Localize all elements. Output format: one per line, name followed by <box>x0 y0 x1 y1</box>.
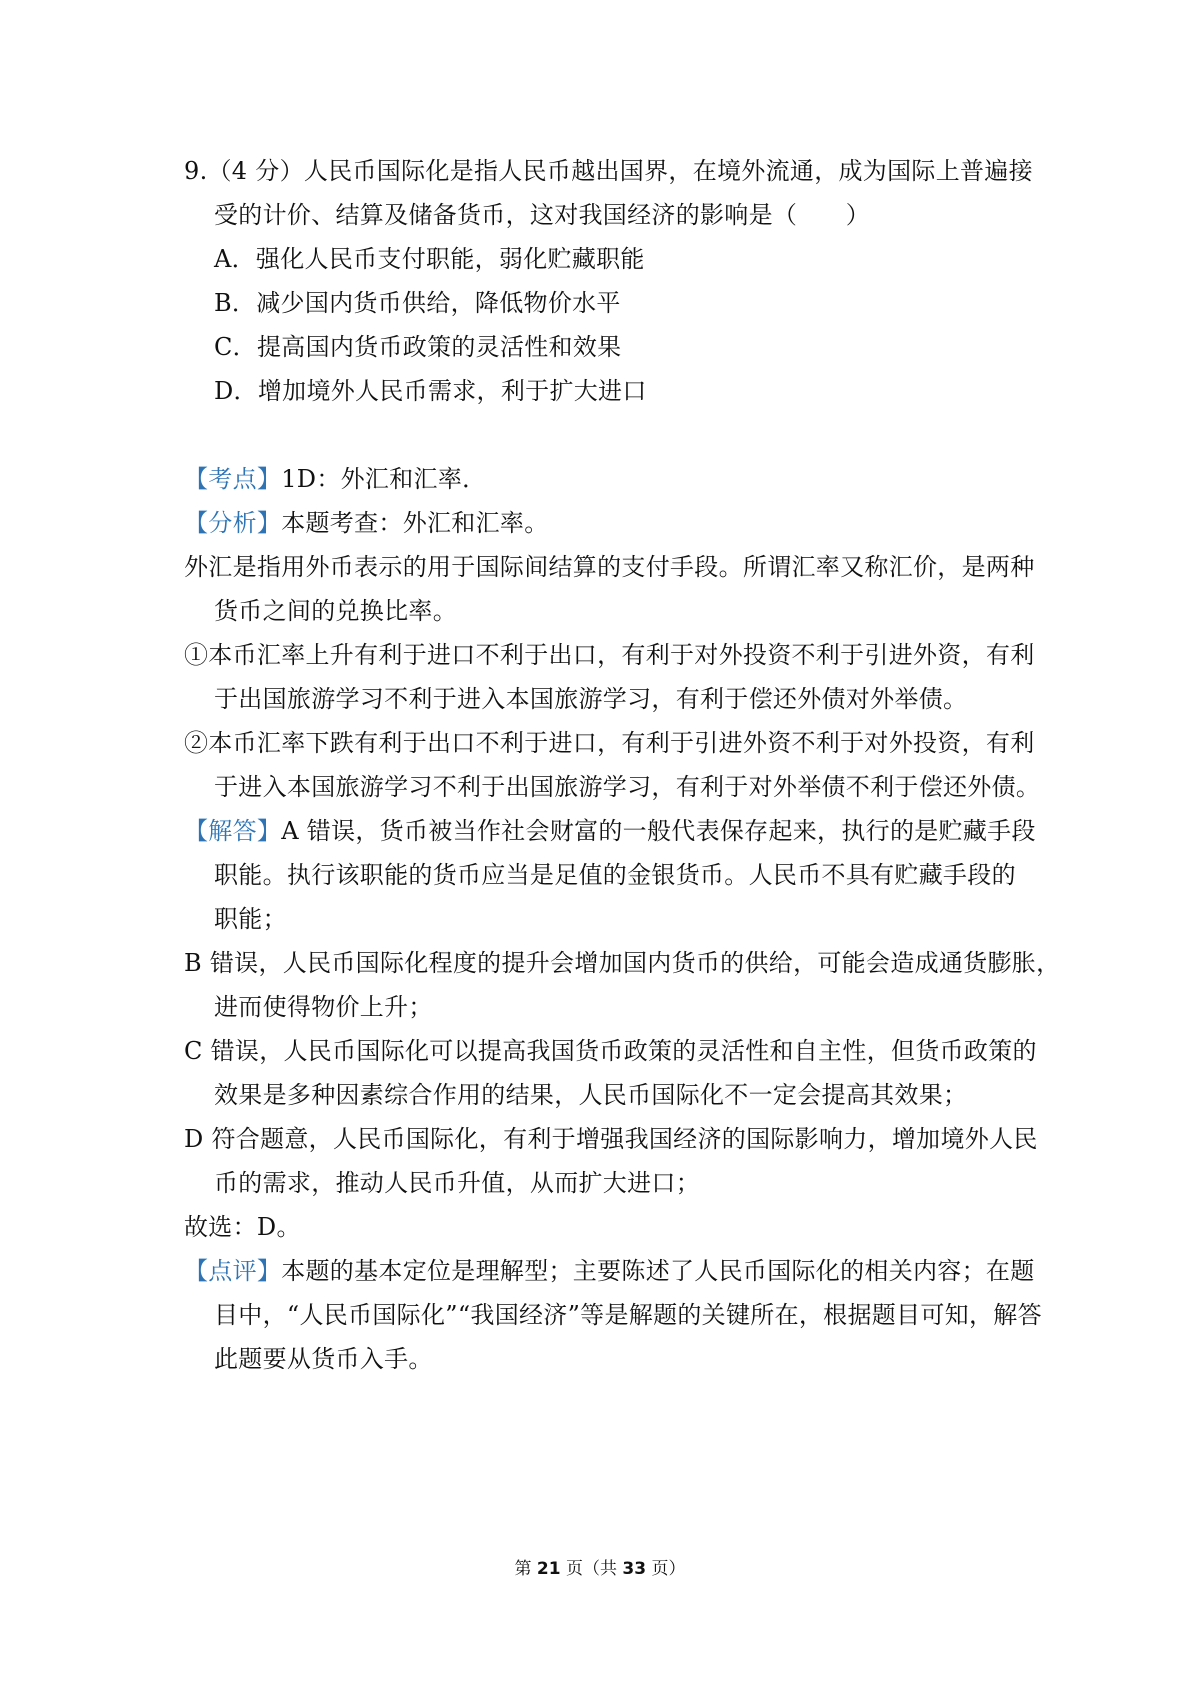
dianping-line-2: 目中，“人民币国际化”“我国经济”等是解题的关键所在，根据题目可知，解答 <box>214 1301 1042 1329</box>
analysis-p1-line-1: 外汇是指用外币表示的用于国际间结算的支付手段。所谓汇率又称汇价，是两种 <box>184 553 1035 581</box>
analysis-p3-line-2: 于进入本国旅游学习不利于出国旅游学习，有利于对外举债不利于偿还外债。 <box>214 773 1041 801</box>
fenxi-line <box>184 507 549 539</box>
dianping-label: 【点评】 <box>184 1257 282 1285</box>
kaodian-text: 1D：外汇和汇率． <box>281 465 487 493</box>
jieda-line-3: 职能； <box>214 905 287 933</box>
answer-d-line-2: 币的需求，推动人民币升值，从而扩大进口； <box>214 1169 700 1197</box>
answer-c-line-1: C 错误，人民币国际化可以提高我国货币政策的灵活性和自主性，但货币政策的 <box>184 1037 1037 1065</box>
option-b: B．减少国内货币供给，降低物价水平 <box>214 289 621 317</box>
option-a: A．强化人民币支付职能，弱化贮藏职能 <box>214 245 645 273</box>
jieda-label: 【解答】 <box>184 817 282 845</box>
option-d: D．增加境外人民币需求，利于扩大进口 <box>214 377 647 405</box>
jieda-line-1 <box>184 815 1036 847</box>
footer-prefix: 第 <box>514 1559 537 1579</box>
kaodian-line <box>184 463 486 495</box>
footer-total-pages: 33 <box>622 1559 647 1579</box>
jieda-line-2: 职能。执行该职能的货币应当是足值的金银货币。人民币不具有贮藏手段的 <box>214 861 1016 889</box>
fenxi-text: 本题考查：外汇和汇率。 <box>281 509 549 537</box>
dianping-line-3: 此题要从货币入手。 <box>214 1345 433 1373</box>
dianping-line-1 <box>184 1255 1035 1287</box>
answer-c-line-2: 效果是多种因素综合作用的结果，人民币国际化不一定会提高其效果； <box>214 1081 968 1109</box>
question-stem-line-1: 9.（4 分）人民币国际化是指人民币越出国界，在境外流通，成为国际上普遍接 <box>184 157 1033 185</box>
fenxi-label: 【分析】 <box>184 509 282 537</box>
option-c: C．提高国内货币政策的灵活性和效果 <box>214 333 622 361</box>
analysis-p3-line-1: ②本币汇率下跌有利于出口不利于进口，有利于引进外资不利于对外投资，有利 <box>184 729 1035 757</box>
footer-page-number: 21 <box>536 1559 561 1579</box>
analysis-p2-line-2: 于出国旅游学习不利于进入本国旅游学习，有利于偿还外债对外举债。 <box>214 685 968 713</box>
answer-d-line-1: D 符合题意，人民币国际化，有利于增强我国经济的国际影响力，增加境外人民 <box>184 1125 1038 1153</box>
final-choice: 故选：D。 <box>184 1213 301 1241</box>
kaodian-label: 【考点】 <box>184 465 282 493</box>
analysis-p2-line-1: ①本币汇率上升有利于进口不利于出口，有利于对外投资不利于引进外资，有利 <box>184 641 1035 669</box>
footer-middle: 页（共 <box>560 1559 623 1579</box>
jieda-text: A 错误，货币被当作社会财富的一般代表保存起来，执行的是贮藏手段 <box>281 817 1036 845</box>
answer-b-line-1: B 错误，人民币国际化程度的提升会增加国内货币的供给，可能会造成通货膨胀， <box>184 949 1061 977</box>
analysis-p1-line-2: 货币之间的兑换比率。 <box>214 597 457 625</box>
answer-b-line-2: 进而使得物价上升； <box>214 993 433 1021</box>
question-stem-line-2: 受的计价、结算及储备货币，这对我国经济的影响是（ ） <box>214 201 871 229</box>
dianping-text: 本题的基本定位是理解型；主要陈述了人民币国际化的相关内容；在题 <box>281 1257 1035 1285</box>
footer-suffix: 页） <box>646 1559 686 1579</box>
page-footer <box>0 1557 1200 1581</box>
